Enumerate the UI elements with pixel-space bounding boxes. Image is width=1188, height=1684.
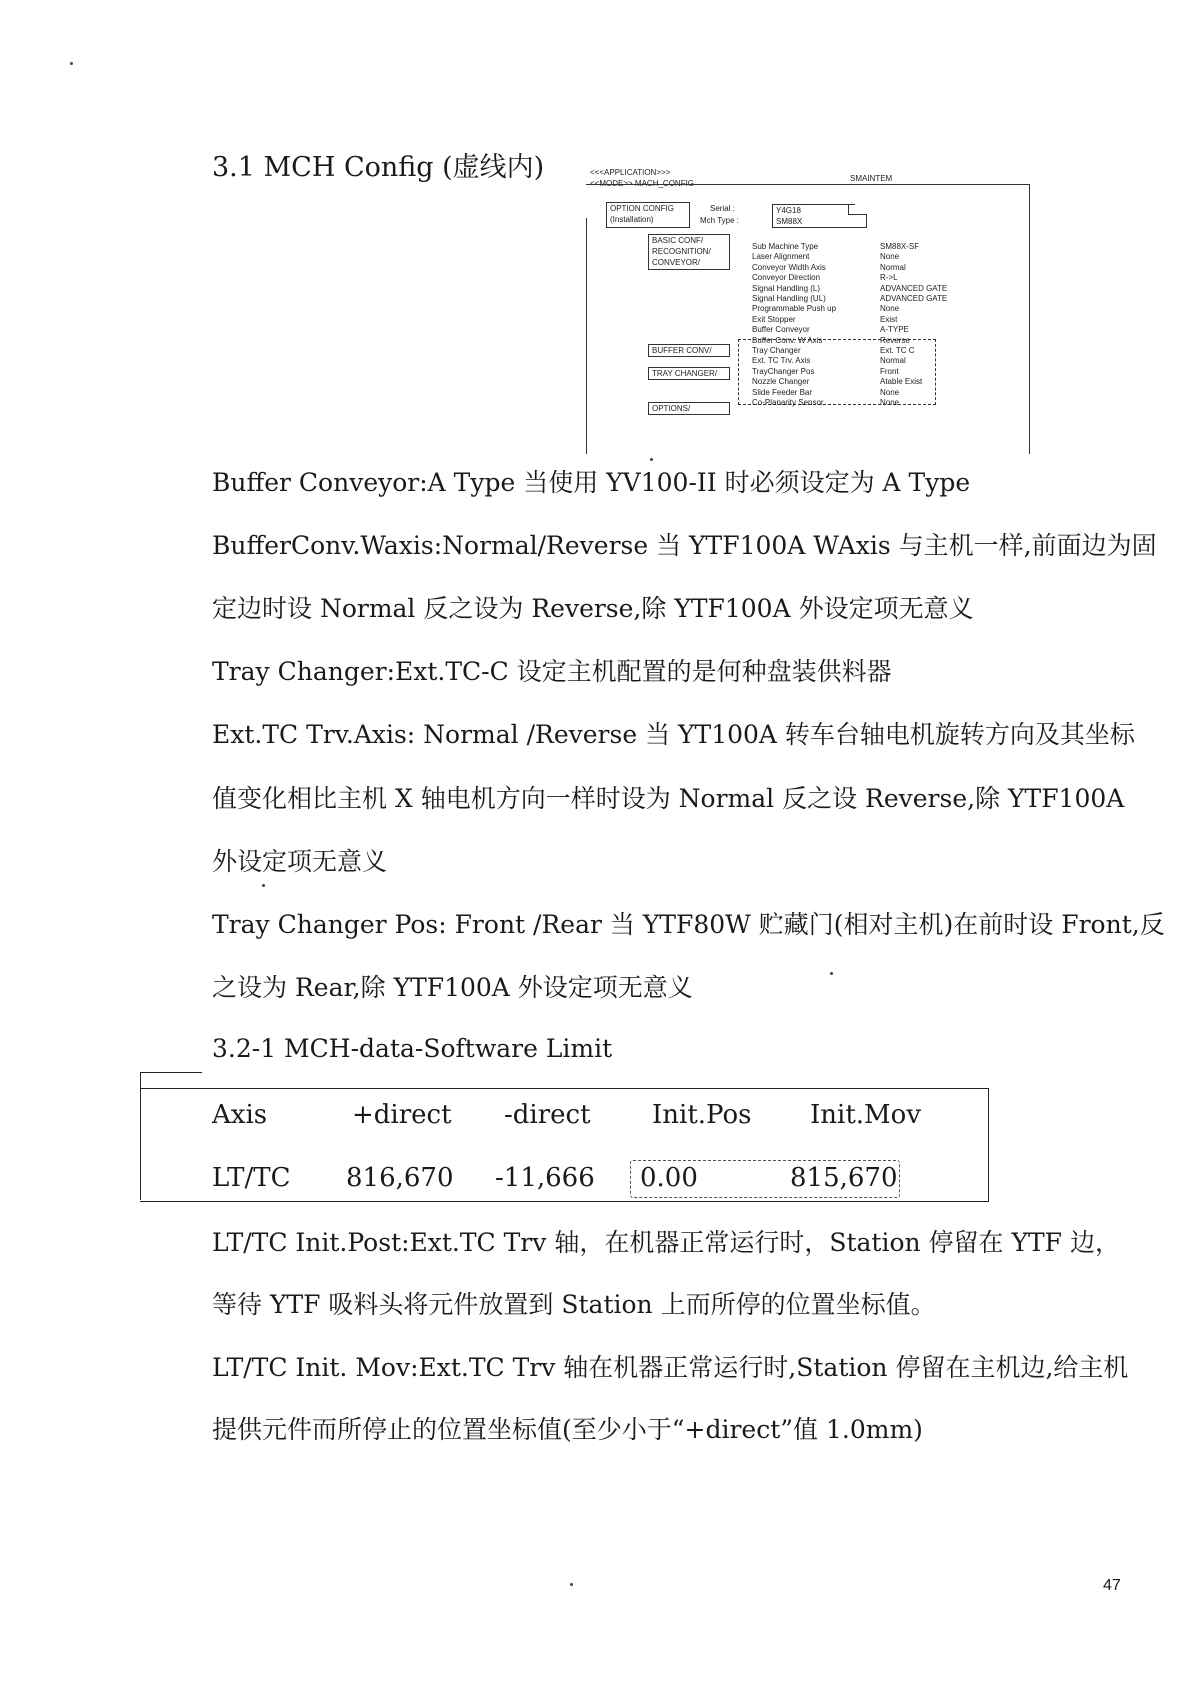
table-cell-init-pos: 0.00 [640, 1163, 698, 1193]
serial-mchtype-field[interactable] [772, 204, 855, 228]
config-row-value[interactable]: None [880, 252, 900, 262]
config-row-value[interactable]: Ext. TC C [880, 346, 915, 355]
scan-speck [650, 458, 653, 461]
screen-top-border [586, 184, 1030, 185]
config-row-label: Signal Handling (UL) [752, 294, 826, 303]
config-row-label: Co-Planarity Sensor [752, 398, 824, 407]
mch-type-value: SM88X [776, 217, 803, 226]
config-row-value[interactable]: R->L [880, 273, 898, 283]
application-right-label: SMAINTEM [850, 174, 893, 183]
config-row-value[interactable]: Normal [880, 262, 906, 272]
table-border-fragment [140, 1072, 202, 1073]
config-row-label: Slide Feeder Bar [752, 387, 813, 397]
section-heading-3-2-1: 3.2-1 MCH-data-Software Limit [212, 1034, 613, 1063]
config-row-value[interactable]: Exist [880, 314, 898, 324]
mch-config-screen-figure [590, 168, 1030, 454]
buffer-conv-button[interactable] [648, 344, 730, 357]
config-row-value[interactable]: A-TYPE [880, 325, 909, 335]
options-button[interactable] [648, 402, 730, 415]
config-row-value[interactable]: None [880, 304, 900, 314]
config-row-value[interactable]: ADVANCED GATE [880, 294, 948, 303]
conveyor-label: CONVEYOR/ [652, 258, 701, 267]
table-header-minus-direct: -direct [504, 1100, 591, 1130]
serial-label: Serial : [710, 204, 735, 213]
mch-type-label: Mch Type : [700, 216, 739, 225]
config-row-value[interactable]: SM88X-SF [880, 242, 920, 251]
section-heading-3-1: 3.1 MCH Config (虚线内) [212, 152, 545, 183]
table-cell-minus-direct: -11,666 [495, 1163, 595, 1193]
config-row-label: Signal Handling (L) [752, 283, 821, 293]
paragraph-line: LT/TC Init.Post:Ext.TC Trv 轴，在机器正常运行时，Station 停留在 YTF 边， [212, 1228, 1120, 1257]
config-row-value[interactable]: Normal [880, 356, 906, 366]
config-row-label: Buffer Conveyor [752, 325, 810, 335]
config-row-label: TrayChanger Pos [752, 366, 815, 376]
mode-line: <<MODE>> MACH_CONFIG [590, 179, 695, 188]
paragraph-line: 定边时设 Normal 反之设为 Reverse,除 YTF100A 外设定项无意义 [212, 594, 974, 623]
table-cell-plus-direct: 816,670 [346, 1163, 454, 1193]
config-row-value[interactable]: Atable Exist [880, 377, 923, 387]
basic-conf-button[interactable] [648, 234, 730, 270]
config-row-value[interactable]: ADVANCED GATE [880, 283, 948, 293]
installation-label: (Installation) [610, 215, 654, 224]
table-header-init-pos: Init.Pos [652, 1100, 752, 1130]
scan-speck [570, 1583, 573, 1586]
recognition-label: RECOGNITION/ [652, 247, 711, 256]
paragraph-line: Buffer Conveyor:A Type 当使用 YV100-II 时必须设定为 A Type [212, 468, 971, 497]
paragraph-line: Ext.TC Trv.Axis: Normal /Reverse 当 YT100A 转车台轴电机旋转方向及其坐标 [212, 720, 1135, 749]
table-header-init-mov: Init.Mov [810, 1100, 922, 1130]
paragraph-line: 值变化相比主机 X 轴电机方向一样时设为 Normal 反之设 Reverse,除 YTF100A [212, 784, 1125, 813]
screen-right-border [1029, 184, 1030, 454]
table-cell-axis: LT/TC [212, 1163, 291, 1193]
option-config-label: OPTION CONFIG [610, 204, 674, 213]
tray-changer-label: TRAY CHANGER/ [652, 369, 718, 378]
paragraph-line: 之设为 Rear,除 YTF100A 外设定项无意义 [212, 973, 693, 1002]
table-header-plus-direct: +direct [352, 1100, 452, 1130]
config-row-label: Conveyor Direction [752, 273, 821, 283]
scan-speck [830, 972, 833, 975]
config-row-label: Programmable Push up [752, 304, 837, 314]
config-row-label: Nozzle Changer [752, 377, 810, 387]
basic-conf-label: BASIC CONF/ [652, 236, 704, 245]
config-row-value[interactable]: Reverse [880, 335, 910, 345]
paragraph-line: 外设定项无意义 [212, 847, 388, 876]
config-row-label: Laser Alignment [752, 252, 810, 262]
paragraph-line: 等待 YTF 吸料头将元件放置到 Station 上而所停的位置坐标值。 [212, 1290, 936, 1319]
paragraph-line: Tray Changer Pos: Front /Rear 当 YTF80W 贮藏门(相对主机)在前时设 Front,反 [212, 910, 1165, 939]
page-number: 47 [1103, 1577, 1121, 1594]
option-config-button[interactable] [606, 202, 690, 228]
table-cell-init-mov: 815,670 [790, 1163, 898, 1193]
serial-value: Y4G18 [776, 206, 801, 215]
application-line: <<<APPLICATION>>> [590, 168, 671, 177]
table-header-axis: Axis [212, 1100, 268, 1130]
config-row-label: Tray Changer [752, 346, 801, 355]
screen-left-border [586, 218, 587, 454]
config-row-value[interactable]: Front [880, 366, 899, 376]
buffer-conv-label: BUFFER CONV/ [652, 346, 712, 355]
config-row-label: Conveyor Width Axis [752, 262, 826, 272]
paragraph-line: LT/TC Init. Mov:Ext.TC Trv 轴在机器正常运行时,Station 停留在主机边,给主机 [212, 1353, 1129, 1382]
config-row-label: Exit Stopper [752, 314, 796, 324]
config-row-value[interactable]: None [880, 398, 900, 407]
config-row-value[interactable]: None [880, 387, 900, 397]
scan-speck [262, 884, 265, 887]
paragraph-line: Tray Changer:Ext.TC-C 设定主机配置的是何种盘装供料器 [212, 657, 892, 686]
paragraph-line: 提供元件而所停止的位置坐标值(至少小于“+direct”值 1.0mm) [212, 1415, 923, 1444]
scan-speck [70, 62, 73, 65]
tray-changer-button[interactable] [648, 367, 730, 380]
options-label: OPTIONS/ [652, 404, 691, 413]
config-row-label: Buffer Conv. W Axis [752, 335, 823, 345]
paragraph-line: BufferConv.Waxis:Normal/Reverse 当 YTF100A WAxis 与主机一样,前面边为固 [212, 531, 1157, 560]
config-row-label: Ext. TC Trv. Axis [752, 356, 811, 366]
config-row-label: Sub Machine Type [752, 242, 819, 251]
